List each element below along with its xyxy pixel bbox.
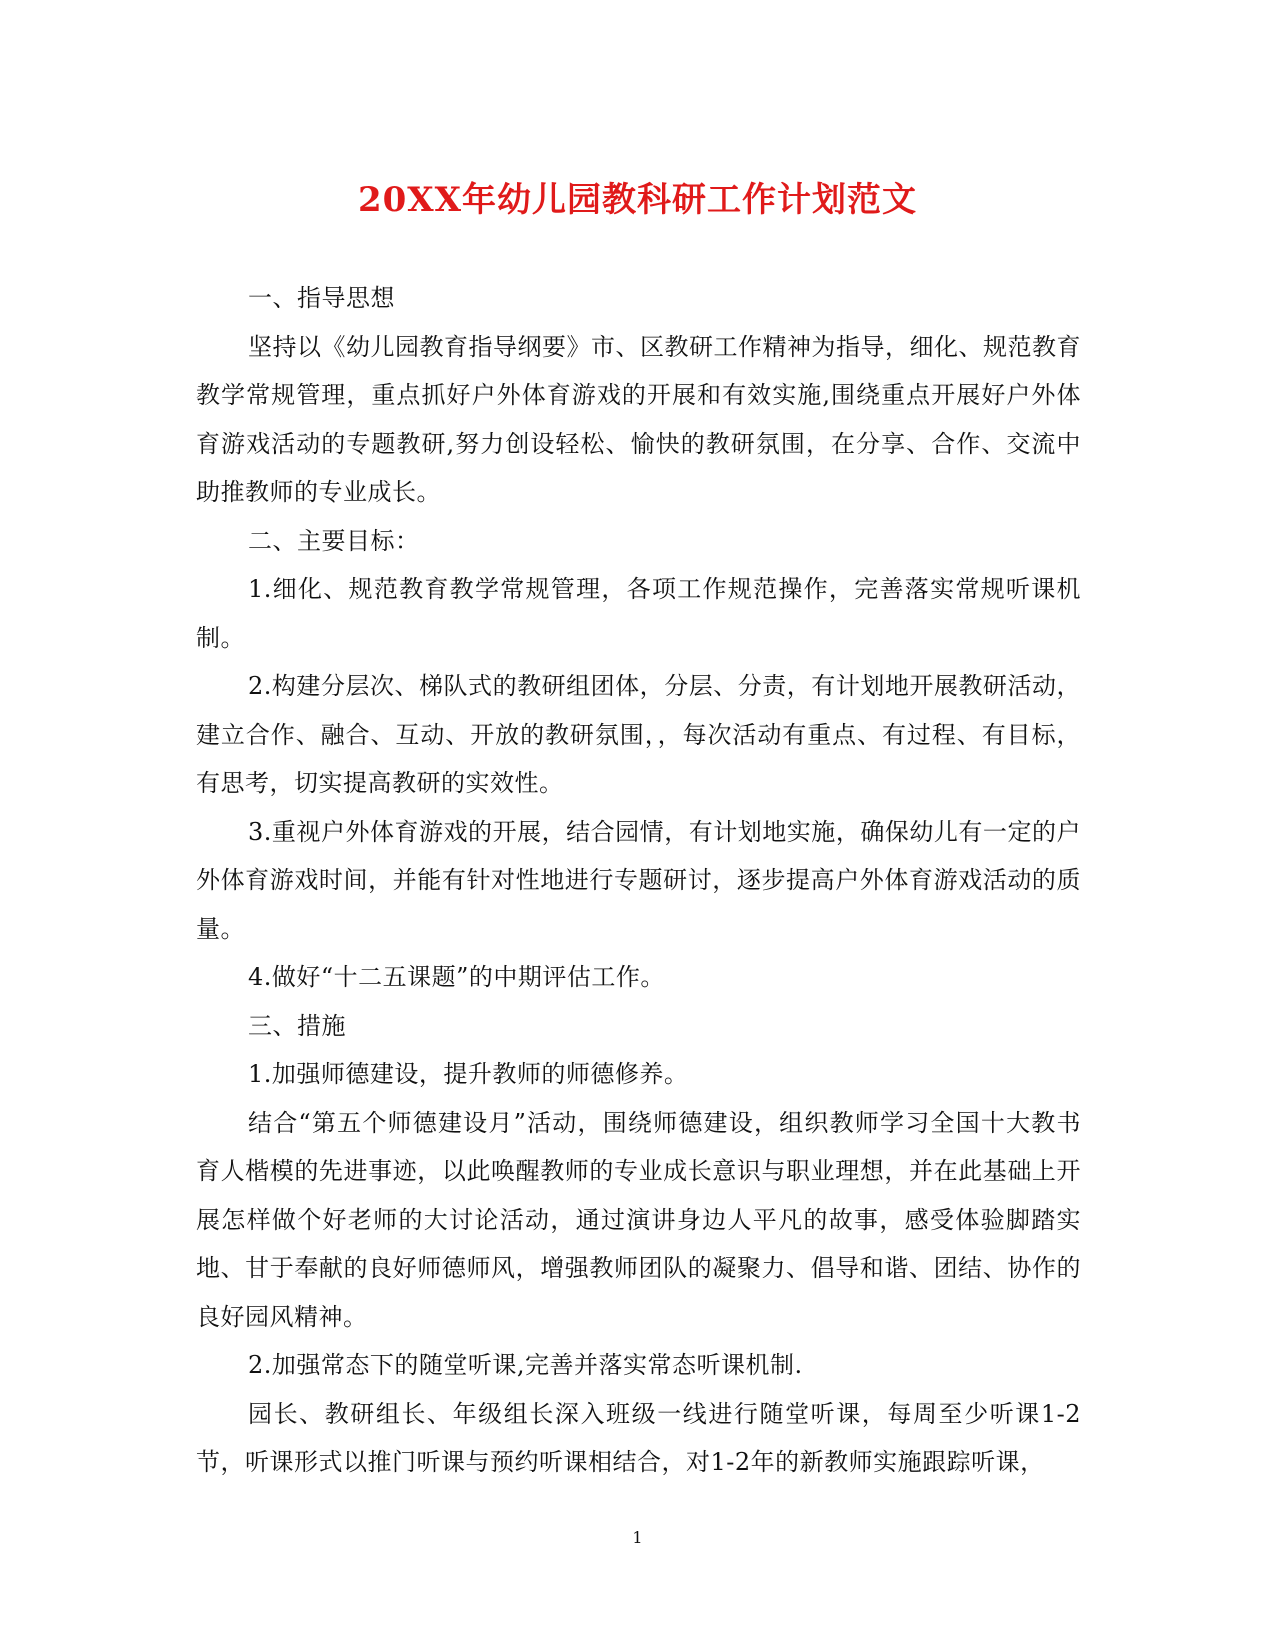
document-body: [196, 274, 1081, 1487]
goal-item-4: 4.做好“十二五课题”的中期评估工作。: [248, 963, 665, 991]
body-paragraph: 坚持以《幼儿园教育指导纲要》市、区教研工作精神为指导，细化、规范教育教学常规管理，重点抓好户外体育游戏的开展和有效实施,围绕重点开展好户外体育游戏活动的专题教研,努力创设轻松、愉快的教研氛围，在分享、合作、交流中助推教师的专业成长。: [196, 332, 1081, 506]
goal-item-1: 1.细化、规范教育教学常规管理，各项工作规范操作，完善落实常规听课机制。: [196, 575, 1081, 652]
measure-item-1: 1.加强师德建设，提升教师的师德修养。: [248, 1060, 689, 1088]
goal-item-2: 2.构建分层次、梯队式的教研组团体，分层、分责，有计划地开展教研活动，建立合作、融合、互动、开放的教研氛围，，每次活动有重点、有过程、有目标，有思考，切实提高教研的实效性。: [196, 672, 1081, 797]
section-heading-measures: 三、措施: [248, 1011, 346, 1040]
document-title: 20XX年幼儿园教科研工作计划范文: [357, 180, 918, 220]
section-heading-guiding-ideology: 一、指导思想: [248, 284, 395, 312]
body-paragraph: 园长、教研组长、年级组长深入班级一线进行随堂听课，每周至少听课1-2节，听课形式以推门听课与预约听课相结合，对1-2年的新教师实施跟踪听课，: [196, 1399, 1081, 1476]
measure-item-2: 2.加强常态下的随堂听课,完善并落实常态听课机制.: [248, 1351, 803, 1379]
body-paragraph: 结合“第五个师德建设月”活动，围绕师德建设，组织教师学习全国十大教书育人楷模的先进事迹，以此唤醒教师的专业成长意识与职业理想，并在此基础上开展怎样做个好老师的大讨论活动，通过演讲身边人平凡的故事，感受体验脚踏实地、甘于奉献的良好师德师风，增强教师团队的凝聚力、倡导和谐、团结、协作的良好园风精神。: [196, 1108, 1081, 1331]
page-number: 1: [632, 1528, 643, 1547]
goal-item-3: 3.重视户外体育游戏的开展，结合园情，有计划地实施，确保幼儿有一定的户外体育游戏时间，并能有针对性地进行专题研讨，逐步提高户外体育游戏活动的质量。: [196, 817, 1081, 943]
section-heading-main-goals: 二、主要目标：: [248, 526, 420, 555]
